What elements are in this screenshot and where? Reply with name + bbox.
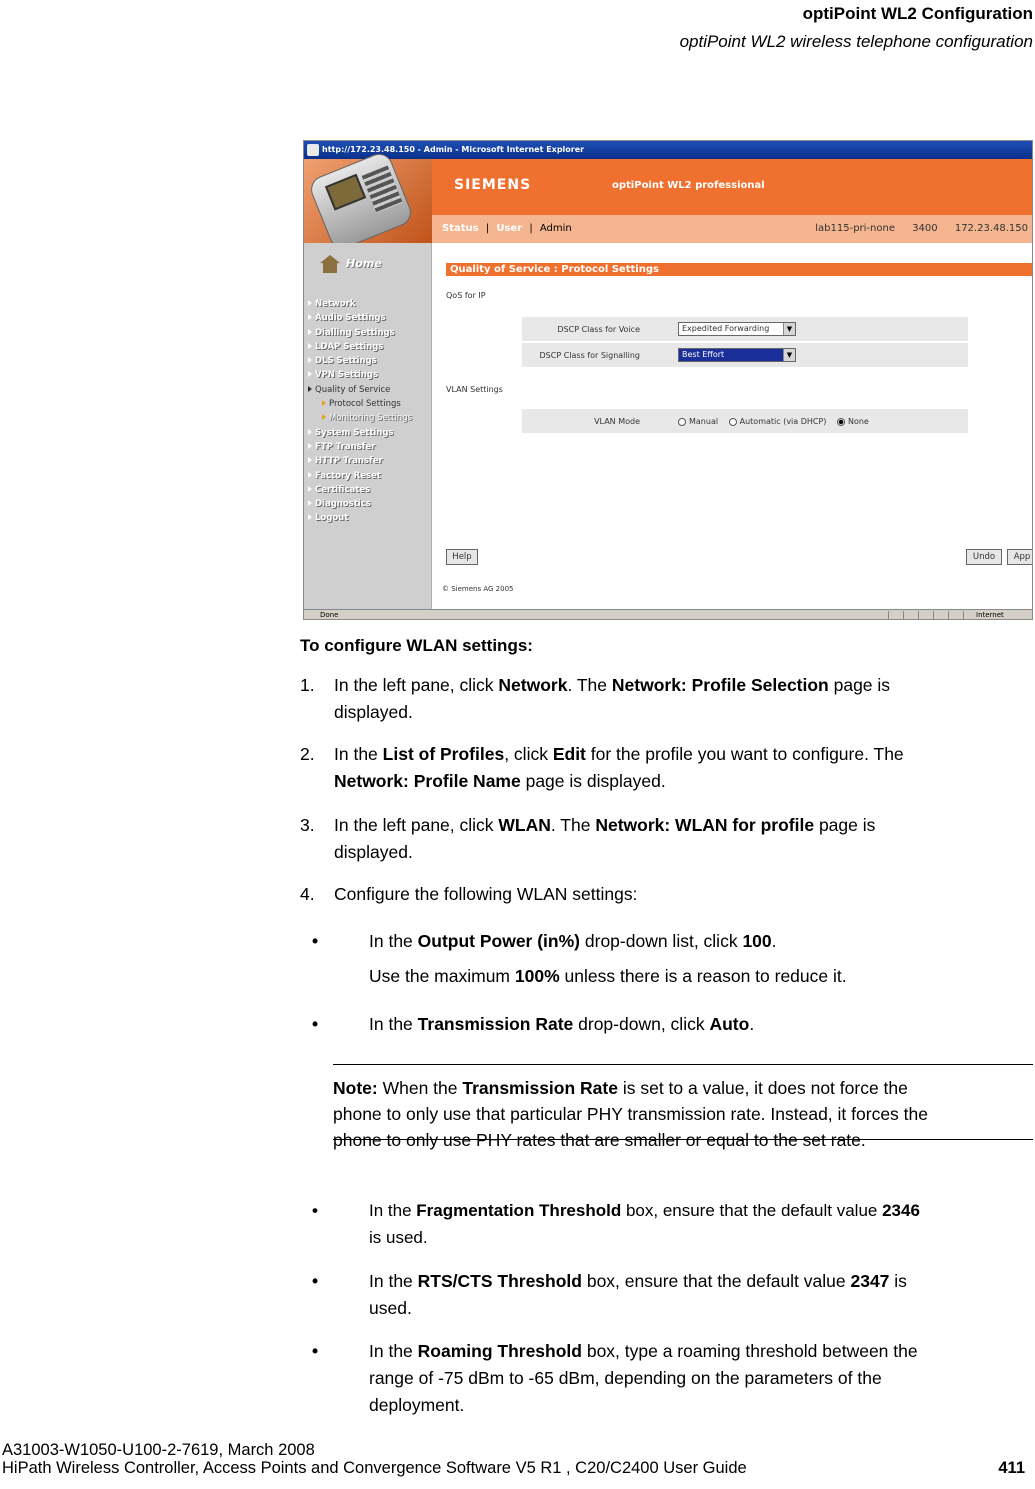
max-power-note: Use the maximum 100% unless there is a reason to reduce it. — [369, 966, 847, 986]
sidebar-item-network[interactable]: Network — [308, 297, 412, 311]
dscp-voice-select[interactable]: Expedited Forwarding ▼ — [678, 322, 796, 336]
sidebar-item-certificates[interactable]: Certificates — [308, 483, 412, 497]
vlan-mode-label: VLAN Mode — [594, 417, 640, 426]
footer-guide: HiPath Wireless Controller, Access Points and Convergence Software V5 R1 , C20/C2400 User Guide — [2, 1459, 747, 1477]
sidebar-item-factory-reset[interactable]: Factory Reset — [308, 469, 412, 483]
dscp-voice-row — [522, 317, 968, 341]
brand-logo: SIEMENS — [454, 177, 532, 193]
sidebar-menu — [308, 297, 412, 526]
sidebar-item-http-transfer[interactable]: HTTP Transfer — [308, 454, 412, 468]
note-label: Note: — [333, 1078, 378, 1098]
chevron-down-icon: ▼ — [783, 349, 795, 361]
bullet-fragmentation: • In the Fragmentation Threshold box, ensure that the default value 2346 is used. — [312, 1201, 920, 1247]
bullet-rts-cts: • In the RTS/CTS Threshold box, ensure that the default value 2347 is used. — [312, 1271, 907, 1318]
sidebar-item-ftp-transfer[interactable]: FTP Transfer — [308, 440, 412, 454]
main-content — [432, 243, 1032, 609]
window-title: http://172.23.48.150 - Admin - Microsoft Internet Explorer — [322, 145, 585, 154]
vlan-settings-label: VLAN Settings — [446, 385, 503, 394]
page-number: 411 — [998, 1459, 1025, 1477]
tab-status[interactable]: Status — [442, 223, 479, 234]
apply-button[interactable]: App — [1007, 549, 1033, 565]
chevron-down-icon: ▼ — [783, 323, 795, 335]
status-zone: Internet — [976, 611, 1004, 619]
dscp-signalling-label: DSCP Class for Signalling — [539, 351, 640, 360]
tab-admin[interactable]: Admin — [539, 223, 572, 234]
nav-separator: | — [485, 223, 490, 234]
dscp-signalling-select[interactable]: Best Effort ▼ — [678, 348, 796, 362]
undo-button[interactable]: Undo — [966, 549, 1002, 565]
phone-image-area — [304, 159, 432, 243]
dscp-voice-label: DSCP Class for Voice — [557, 325, 640, 334]
vlan-manual-radio[interactable]: Manual — [678, 417, 718, 426]
vlan-mode-row — [522, 409, 968, 433]
help-button[interactable]: Help — [446, 549, 478, 565]
sidebar-item-quality-of-service[interactable]: Quality of Service — [308, 383, 412, 397]
dscp-signalling-row — [522, 343, 968, 367]
section-heading: To configure WLAN settings: — [300, 636, 533, 655]
status-text: Done — [320, 611, 339, 619]
nav-separator: | — [529, 223, 533, 234]
ip-address: 172.23.48.150 — [954, 223, 1028, 234]
product-name: optiPoint WL2 professional — [612, 180, 765, 191]
home-link[interactable]: Home — [320, 255, 382, 273]
extension: 3400 — [912, 223, 938, 234]
window-titlebar — [304, 141, 1032, 159]
step-2: 2. In the List of Profiles, click Edit for the profile you want to configure. The Network: Profile Name page is displayed. — [300, 744, 904, 791]
sidebar-item-protocol-settings[interactable]: Protocol Settings — [308, 397, 412, 411]
step-3: 3. In the left pane, click WLAN. The Network: WLAN for profile page is displayed. — [300, 815, 876, 862]
top-nav — [432, 215, 1032, 243]
bullet-output-power: • In the Output Power (in%) drop-down list, click 100. — [312, 931, 777, 951]
vlan-automatic-radio[interactable]: Automatic (via DHCP) — [729, 417, 827, 426]
qos-label: QoS for IP — [446, 291, 486, 300]
footer-doc-id: A31003-W1050-U100-2-7619, March 2008 — [2, 1441, 315, 1459]
ie-icon — [307, 144, 319, 156]
phone-icon — [307, 150, 415, 253]
siemens-banner — [432, 159, 1032, 215]
note-box: Note: When the Transmission Rate is set to a value, it does not force the phone to only use that particular PHY transmission rate. Instead, it forces the phone to only use PHY rates that are smaller or equal to the set rate. — [333, 1064, 1033, 1140]
browser-screenshot — [303, 140, 1033, 620]
step-4: 4. Configure the following WLAN settings: — [300, 884, 638, 904]
tab-user[interactable]: User — [496, 223, 523, 234]
sidebar-item-system-settings[interactable]: System Settings — [308, 426, 412, 440]
host-name: lab115-pri-none — [815, 223, 895, 234]
sidebar-item-dls-settings[interactable]: DLS Settings — [308, 354, 412, 368]
bullet-transmission-rate: • In the Transmission Rate drop-down, click Auto. — [312, 1014, 755, 1034]
sidebar — [304, 243, 432, 609]
sidebar-item-audio-settings[interactable]: Audio Settings — [308, 311, 412, 325]
sidebar-item-dialling-settings[interactable]: Dialling Settings — [308, 326, 412, 340]
page-header-subtitle: optiPoint WL2 wireless telephone configuration — [679, 32, 1033, 51]
sidebar-item-vpn-settings[interactable]: VPN Settings — [308, 368, 412, 382]
section-title: Quality of Service : Protocol Settings — [446, 263, 1032, 276]
sidebar-item-ldap-settings[interactable]: LDAP Settings — [308, 340, 412, 354]
bullet-roaming: • In the Roaming Threshold box, type a roaming threshold between the range of -75 dBm to -65 dBm, depending on the parameters of the deployment. — [312, 1341, 918, 1415]
sidebar-item-logout[interactable]: Logout — [308, 511, 412, 525]
home-icon — [320, 255, 340, 273]
page-header-title: optiPoint WL2 Configuration — [802, 4, 1033, 23]
copyright: © Siemens AG 2005 — [442, 585, 514, 593]
step-1: 1. In the left pane, click Network. The Network: Profile Selection page is displayed. — [300, 675, 891, 722]
browser-statusbar — [304, 609, 1032, 620]
sidebar-item-monitoring-settings[interactable]: Monitoring Settings — [308, 411, 412, 425]
sidebar-item-diagnostics[interactable]: Diagnostics — [308, 497, 412, 511]
vlan-none-radio[interactable]: None — [837, 417, 869, 426]
